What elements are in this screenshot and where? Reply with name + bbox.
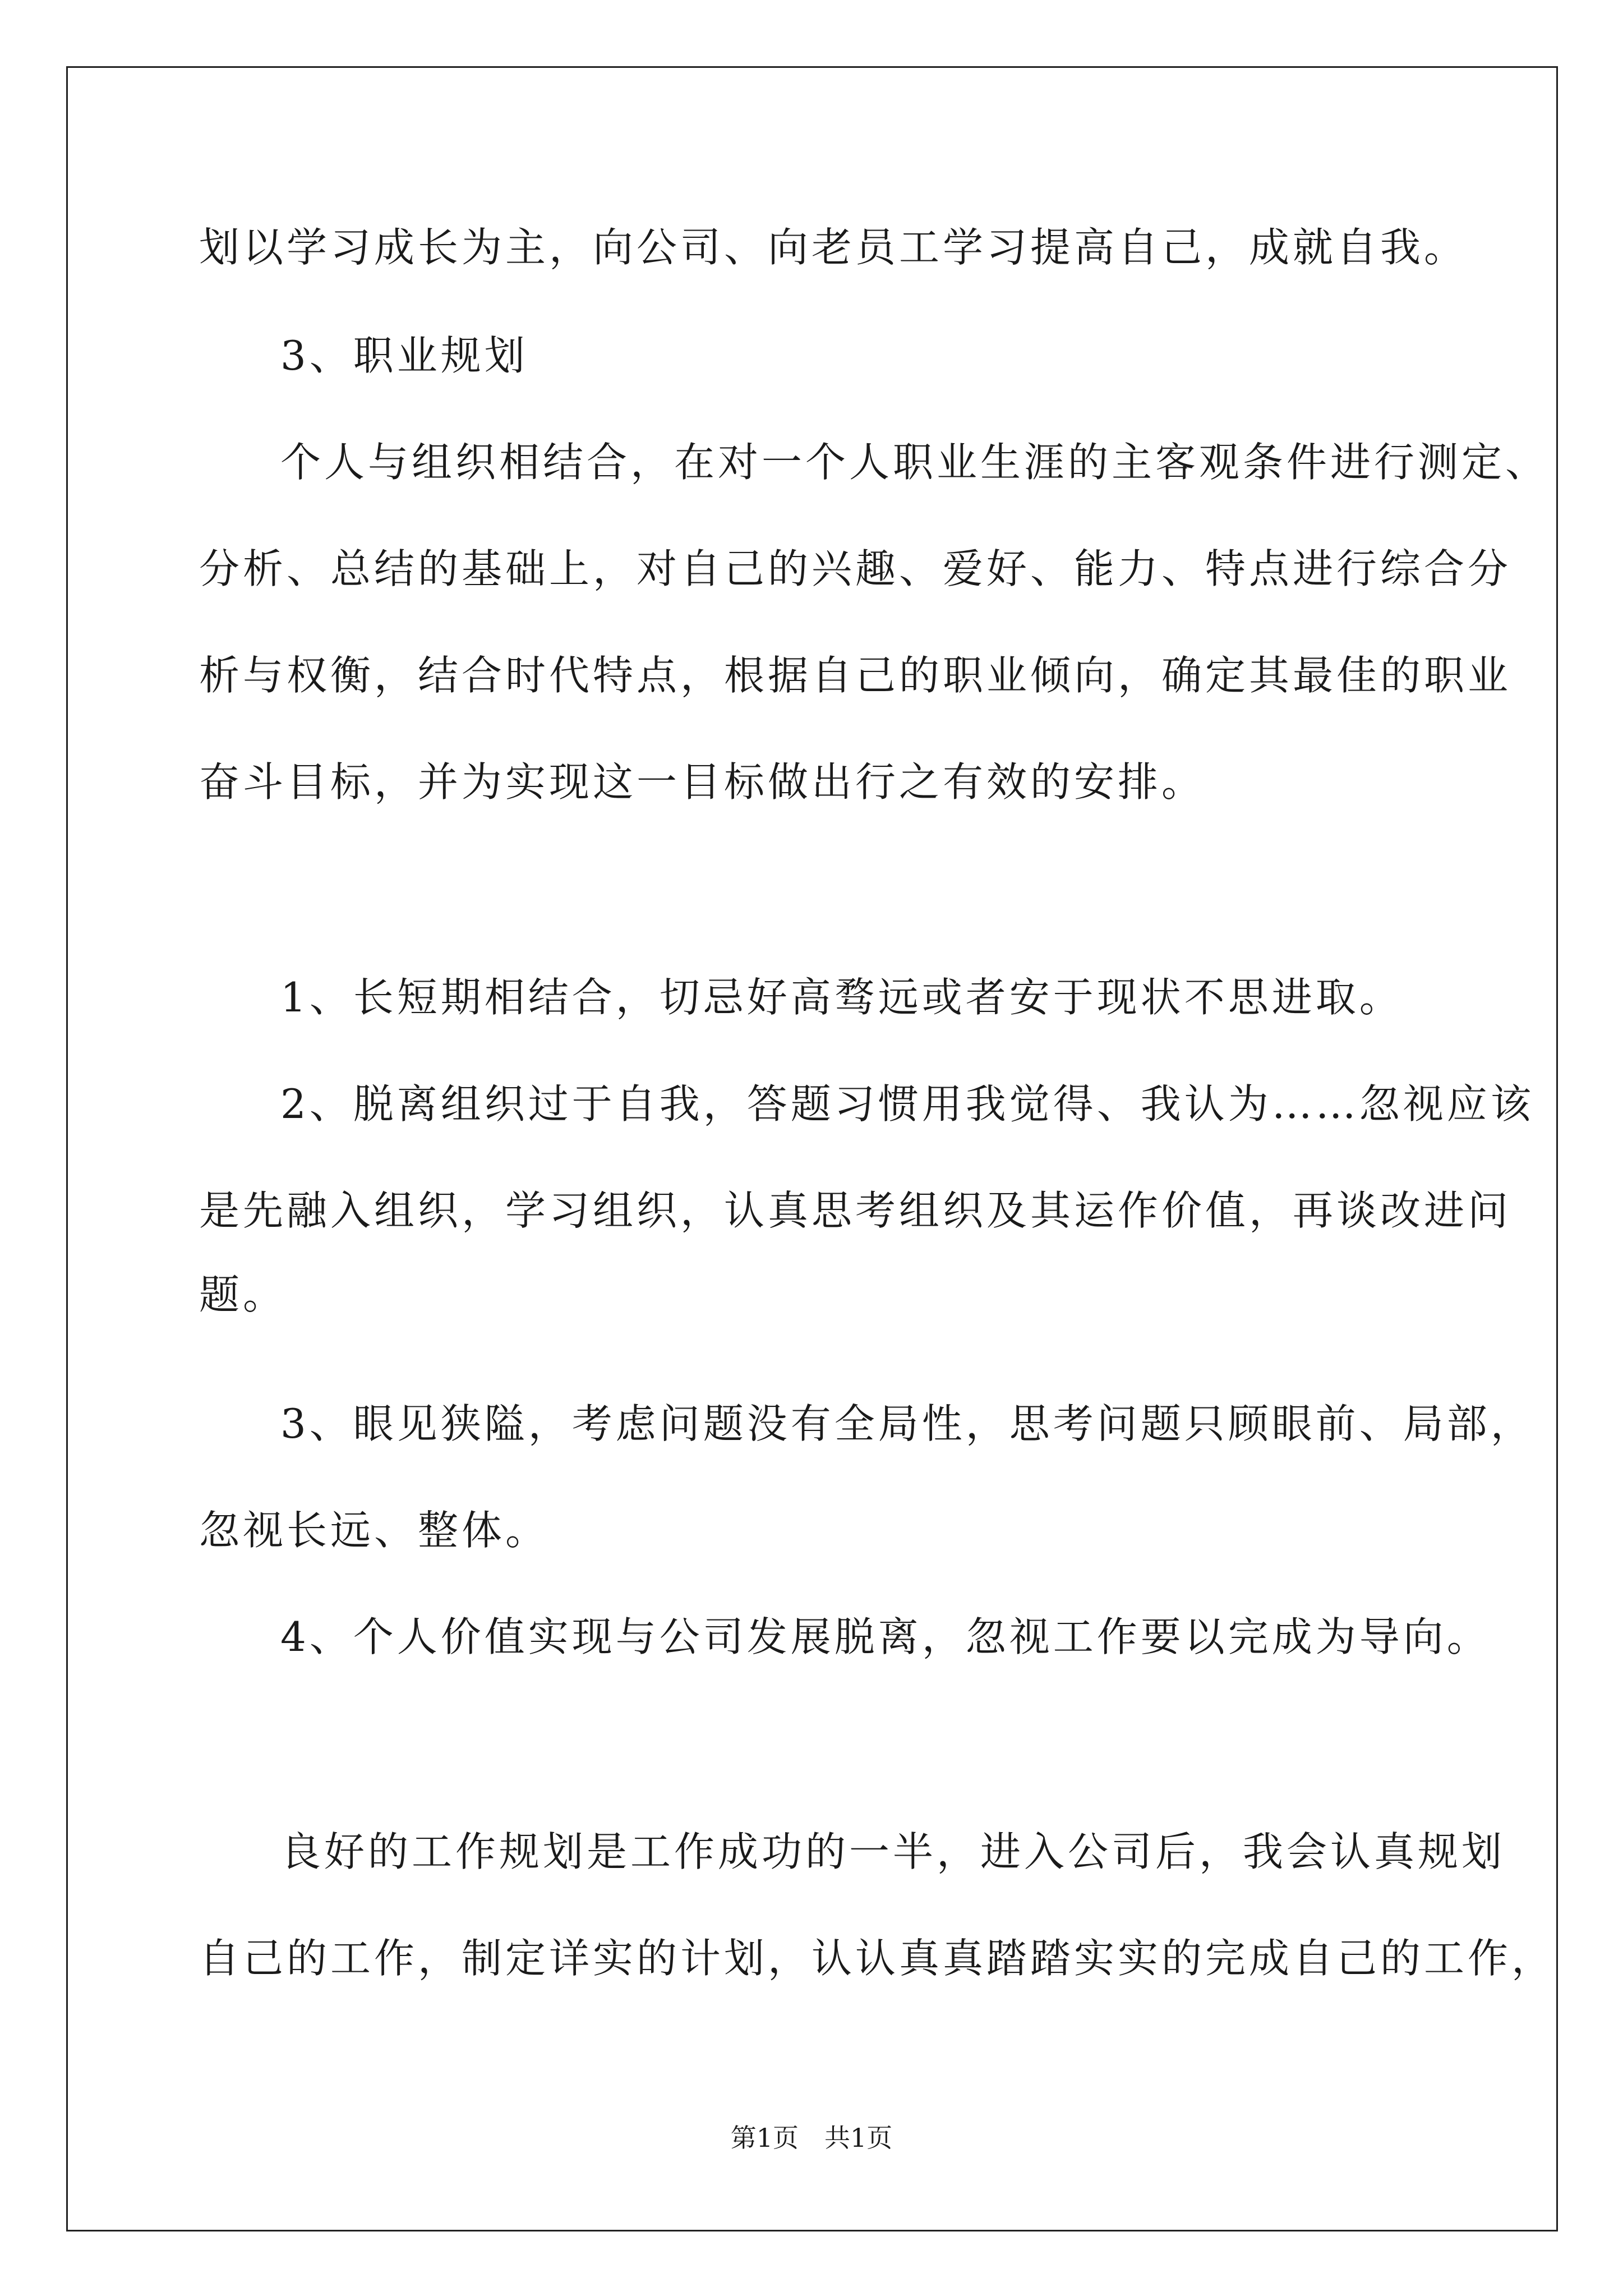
text-line-15: 自己的工作，制定详实的计划，认认真真踏踏实实的完成自己的工作， <box>199 1935 1556 1982</box>
text-line-14: 良好的工作规划是工作成功的一半，进入公司后，我会认真规划 <box>280 1828 1506 1875</box>
text-line-3: 个人与组织相结合，在对一个人职业生涯的主客观条件进行测定、 <box>280 439 1550 486</box>
text-line-6: 奋斗目标，并为实现这一目标做出行之有效的安排。 <box>199 758 1206 806</box>
list-item-3-continued: 忽视长远、整体。 <box>199 1507 550 1554</box>
list-item-2: 2、脱离组织过于自我，答题习惯用我觉得、我认为……忽视应该 <box>280 1080 1534 1128</box>
list-item-4: 4、个人价值实现与公司发展脱离，忽视工作要以完成为导向。 <box>280 1613 1491 1660</box>
text-line-1: 划以学习成长为主，向公司、向老员工学习提高自己，成就自我。 <box>199 224 1468 271</box>
list-item-3: 3、眼见狭隘，考虑问题没有全局性，思考问题只顾眼前、局部， <box>280 1400 1534 1447</box>
page-border <box>66 66 1558 2231</box>
list-item-2-continued: 是先融入组织，学习组织，认真思考组织及其运作价值，再谈改进问 <box>199 1187 1512 1234</box>
list-item-2-end: 题。 <box>199 1271 287 1318</box>
section-heading-career-plan: 3、职业规划 <box>280 332 528 379</box>
page-footer: 第1页 共1页 <box>730 2123 893 2153</box>
text-line-4: 分析、总结的基础上，对自己的兴趣、爱好、能力、特点进行综合分 <box>199 545 1512 592</box>
list-item-1: 1、长短期相结合，切忌好高骛远或者安于现状不思进取。 <box>280 974 1403 1021</box>
text-line-5: 析与权衡，结合时代特点，根据自己的职业倾向，确定其最佳的职业 <box>199 652 1512 699</box>
